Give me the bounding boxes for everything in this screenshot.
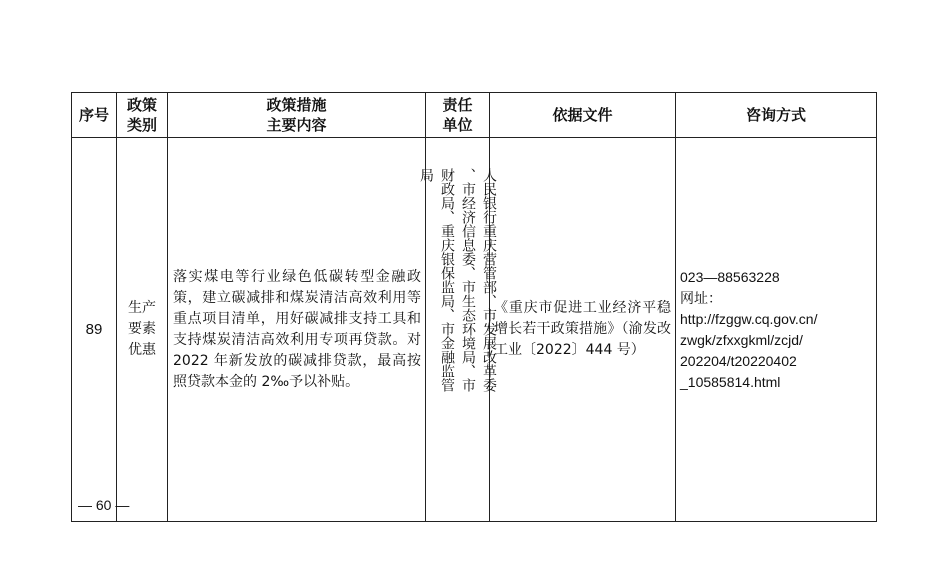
table-header-row bbox=[72, 93, 877, 138]
row-number: 89 bbox=[72, 138, 117, 522]
responsible-unit-column: 、市经济信息委、市生态环境局、市 bbox=[460, 168, 476, 392]
category-line: 优惠 bbox=[128, 342, 156, 358]
header-content bbox=[168, 93, 426, 138]
contact-url-line[interactable]: 202204/t20220402 bbox=[680, 352, 797, 369]
header-unit-line2: 单位 bbox=[442, 116, 473, 134]
responsible-unit-column: 财政局、重庆银保监局、市金融监管 bbox=[439, 168, 455, 392]
responsible-unit-column: 局 bbox=[418, 168, 434, 182]
header-category bbox=[117, 93, 168, 138]
responsible-unit-text bbox=[418, 168, 497, 392]
category-line: 生产 bbox=[128, 300, 156, 316]
header-unit bbox=[426, 93, 490, 138]
policy-table bbox=[71, 92, 877, 522]
row-responsible-unit bbox=[418, 138, 497, 522]
header-contact: 咨询方式 bbox=[676, 93, 877, 138]
category-line: 要素 bbox=[128, 321, 156, 337]
table-row bbox=[72, 138, 877, 522]
page-number: — 60 — bbox=[78, 497, 130, 513]
header-category-line1: 政策 bbox=[126, 96, 157, 114]
header-no: 序号 bbox=[72, 93, 117, 138]
header-content-line2: 主要内容 bbox=[266, 116, 327, 134]
row-basis-document: 《重庆市促进工业经济平稳增长若干政策措施》（渝发改工业〔2022〕444 号） bbox=[490, 138, 676, 522]
contact-url-label: 网址： bbox=[680, 289, 722, 306]
header-unit-line1: 责任 bbox=[442, 96, 473, 114]
contact-url-line[interactable]: _10585814.html bbox=[680, 373, 781, 390]
header-category-line2: 类别 bbox=[126, 116, 157, 134]
responsible-unit-column: 人民银行重庆营管部、市发展改革委 bbox=[481, 168, 497, 392]
contact-phone: 023—88563228 bbox=[680, 268, 780, 285]
row-contact bbox=[676, 138, 877, 522]
header-basis: 依据文件 bbox=[490, 93, 676, 138]
contact-url-line[interactable]: http://fzggw.cq.gov.cn/ bbox=[680, 310, 818, 327]
header-content-line1: 政策措施 bbox=[266, 96, 327, 114]
contact-url-line[interactable]: zwgk/zfxxgkml/zcjd/ bbox=[680, 331, 803, 348]
row-category bbox=[117, 138, 168, 522]
row-content: 落实煤电等行业绿色低碳转型金融政策，建立碳减排和煤炭清洁高效利用等重点项目清单，用好碳减排支持工具和支持煤炭清洁高效利用专项再贷款。对 2022 年新发放的碳减排贷款，最高按照贷款本金的 2‰予以补贴。 bbox=[168, 138, 426, 522]
